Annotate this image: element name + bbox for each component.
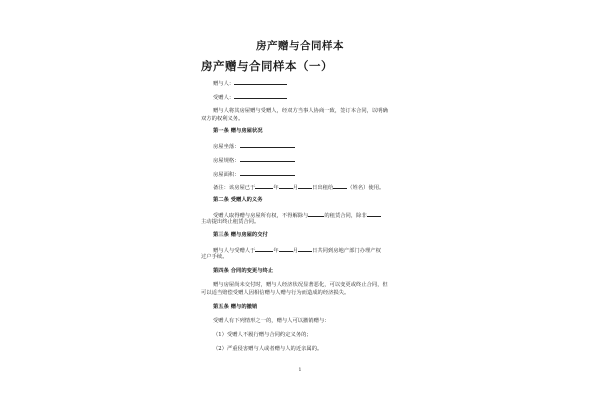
- donor-line: [213, 79, 287, 87]
- intro-line-1: 赠与人将其房屋赠与受赠人，经双方当事人协商一致，签订本合同，以明确: [213, 108, 388, 114]
- article-4-line-2: 可以适当赔偿受赠人因相信赠与人赠与行为而造成的经济损失。: [201, 290, 350, 296]
- article-3-year-blank[interactable]: [255, 246, 273, 252]
- article-2-text-a: 受赠人取得赠与房屋所有权，不得解除与: [213, 213, 309, 219]
- article-3-text-d: 日共同到房地产部门办理产权: [312, 248, 381, 254]
- article-3-heading: 第三条 赠与房屋的交付: [213, 232, 268, 238]
- article-3-month-blank[interactable]: [279, 246, 293, 252]
- article-3-line-1: [213, 246, 381, 254]
- donee-blank[interactable]: [234, 93, 287, 99]
- article-5-item-2: （2）严重侵害赠与人或者赠与人的近亲属的。: [213, 346, 323, 352]
- article-2-line-1: [213, 211, 381, 219]
- document-subtitle: 房产赠与合同样本（一）: [201, 59, 333, 73]
- donor-blank[interactable]: [234, 79, 287, 85]
- note-text-c: （姓名）使用。: [347, 185, 385, 191]
- article-5-line-1: 受赠人有下列情形之一的，赠与人可以撤销赠与：: [213, 318, 330, 324]
- intro-line-2: 双方的权利义务。: [201, 116, 244, 122]
- article-3-year: 年: [273, 248, 279, 254]
- donee-label: 受赠人：: [213, 95, 235, 101]
- article-2-heading: 第二条 受赠人的义务: [213, 197, 263, 203]
- article-2-text-b: 的租赁合同，除非: [324, 213, 367, 219]
- article-2-blank-2[interactable]: [367, 211, 381, 217]
- article-3-text-a: 赠与人与受赠人于: [213, 248, 256, 254]
- donee-line: [213, 93, 287, 101]
- note-day-blank[interactable]: [298, 183, 312, 189]
- article-4-line-1: 赠与房屋尚未交付时，赠与人经济状况显著恶化，可以变更或终止合同，但: [213, 282, 388, 288]
- note-name-blank[interactable]: [333, 183, 347, 189]
- document-title: 房产赠与合同样本: [256, 40, 344, 52]
- area-label: 房屋面积：: [213, 172, 240, 178]
- location-blank[interactable]: [240, 142, 295, 148]
- location-line: [213, 142, 295, 150]
- donor-label: 赠与人：: [213, 81, 235, 87]
- article-5-heading: 第五条 赠与的撤销: [213, 304, 258, 310]
- note-line: [213, 183, 384, 191]
- spec-label: 房屋规格：: [213, 158, 240, 164]
- area-line: [213, 170, 295, 178]
- article-3-month: 月: [292, 248, 299, 254]
- note-year: 年: [273, 185, 279, 191]
- article-3-day-blank[interactable]: [298, 246, 312, 252]
- article-3-line-2: 过户手续。: [201, 254, 228, 260]
- note-month-blank[interactable]: [279, 183, 293, 189]
- location-label: 房屋坐落：: [213, 144, 240, 150]
- spec-line: [213, 156, 295, 164]
- article-2-blank-1[interactable]: [308, 211, 324, 217]
- note-month: 月: [292, 185, 299, 191]
- article-5-item-1: （1）受赠人不履行赠与合同约定义务的；: [213, 332, 312, 338]
- page-number: 1: [298, 367, 302, 373]
- note-text-b: 日出租给: [312, 185, 334, 191]
- note-year-blank[interactable]: [255, 183, 273, 189]
- article-2-line-2: 主动提出终止租赁合同。: [201, 219, 260, 225]
- article-1-heading: 第一条 赠与房屋状况: [213, 128, 263, 134]
- article-4-heading: 第四条 合同的变更与终止: [213, 268, 274, 274]
- note-text-a: 备注：该房屋已于: [213, 185, 256, 191]
- area-blank[interactable]: [240, 170, 295, 176]
- spec-blank[interactable]: [240, 156, 295, 162]
